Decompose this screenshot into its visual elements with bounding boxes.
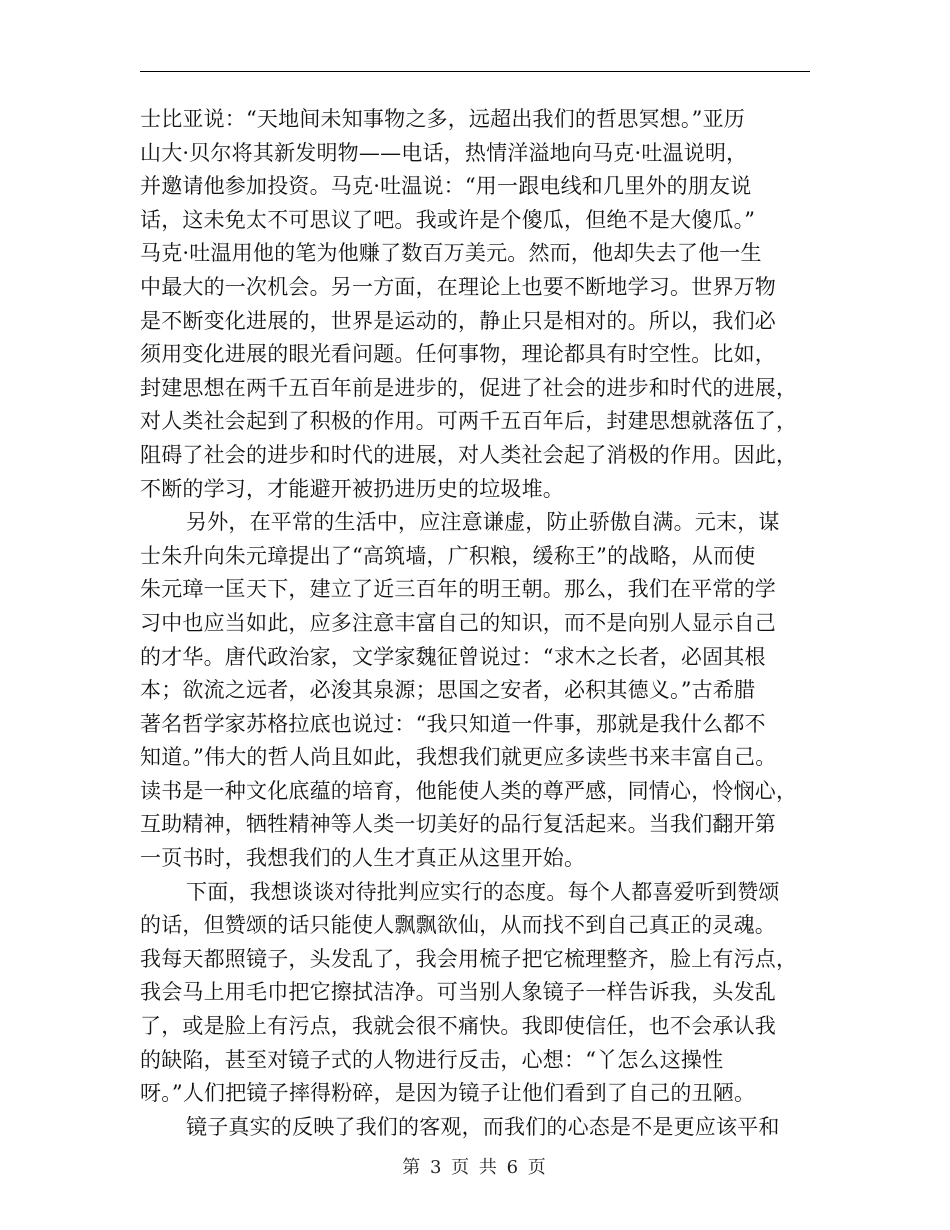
text-line: 马克·吐温用他的笔为他赚了数百万美元。然而，他却失去了他一生 — [140, 241, 762, 266]
text-line: 一页书时，我想我们的人生才真正从这里开始。 — [140, 846, 586, 871]
text-line: 了，或是脸上有污点，我就会很不痛快。我即使信任，也不会承认我 — [140, 1014, 776, 1039]
text-line: 阻碍了社会的进步和时代的进展，对人类社会起了消极的作用。因此， — [140, 442, 798, 467]
text-line: 山大·贝尔将其新发明物——电话，热情洋溢地向马克·吐温说明， — [140, 140, 748, 165]
text-line: 中最大的一次机会。另一方面，在理论上也要不断地学习。世界万物 — [140, 274, 776, 299]
header-rule — [140, 71, 810, 72]
text-line: 我会马上用毛巾把它擦拭洁净。可当别人象镜子一样告诉我，头发乱 — [140, 980, 776, 1005]
text-line: 的缺陷，甚至对镜子式的人物进行反击，心想：“丫怎么这操性 — [140, 1047, 724, 1072]
text-line: 封建思想在两千五百年前是进步的，促进了社会的进步和时代的进展， — [140, 375, 798, 400]
text-line: 是不断变化进展的，世界是运动的，静止只是相对的。所以，我们必 — [140, 308, 776, 333]
text-line: 呀。”人们把镜子摔得粉碎，是因为镜子让他们看到了自己的丑陋。 — [140, 1081, 756, 1106]
text-line: 我每天都照镜子，头发乱了，我会用梳子把它梳理整齐，脸上有污点， — [140, 946, 798, 971]
page-number-footer: 第 3 页 共 6 页 — [402, 1157, 548, 1178]
text-line: 士比亚说：“天地间未知事物之多，远超出我们的哲思冥想。”亚历 — [140, 107, 745, 131]
text-line: 读书是一种文化底蕴的培育，他能使人类的尊严感，同情心，怜悯心， — [140, 778, 798, 803]
paragraph-first-line: 镜子真实的反映了我们的客观，而我们的心态是不是更应该平和 — [186, 1114, 780, 1139]
text-line: 习中也应当如此，应多注意丰富自己的知识，而不是向别人显示自己 — [140, 610, 776, 635]
text-line: 的才华。唐代政治家，文学家魏征曾说过：“求木之长者，必固其根 — [140, 644, 766, 669]
text-line: 并邀请他参加投资。马克·吐温说：“用一跟电线和几里外的朋友说 — [140, 174, 752, 199]
text-line: 话，这未免太不可思议了吧。我或许是个傻瓜，但绝不是大傻瓜。” — [140, 207, 756, 232]
text-line: 的话，但赞颂的话只能使人飘飘欲仙，从而找不到自己真正的灵魂。 — [140, 913, 776, 938]
text-line: 对人类社会起到了积极的作用。可两千五百年后，封建思想就落伍了， — [140, 409, 798, 434]
document-body — [140, 103, 810, 1144]
paragraph-first-line: 另外，在平常的生活中，应注意谦虚，防止骄傲自满。元末，谋 — [186, 510, 780, 535]
text-line: 须用变化进展的眼光看问题。任何事物，理论都具有时空性。比如， — [140, 342, 776, 367]
text-line: 互助精神，牺牲精神等人类一切美好的品行复活起来。当我们翻开第 — [140, 812, 776, 837]
text-line: 朱元璋一匡天下，建立了近三百年的明王朝。那么，我们在平常的学 — [140, 577, 776, 602]
text-line: 本；欲流之远者，必浚其泉源；思国之安者，必积其德义。”古希腊 — [140, 678, 756, 703]
text-line: 著名哲学家苏格拉底也说过：“我只知道一件事，那就是我什么都不 — [140, 711, 766, 736]
text-line: 不断的学习，才能避开被扔进历史的垃圾堆。 — [140, 476, 564, 501]
paragraph-first-line: 下面，我想谈谈对待批判应实行的态度。每个人都喜爱听到赞颂 — [186, 879, 780, 904]
text-line: 知道。”伟大的哲人尚且如此，我想我们就更应多读些书来丰富自己。 — [140, 745, 777, 770]
text-line: 士朱升向朱元璋提出了“高筑墙，广积粮，缓称王”的战略，从而使 — [140, 543, 756, 568]
